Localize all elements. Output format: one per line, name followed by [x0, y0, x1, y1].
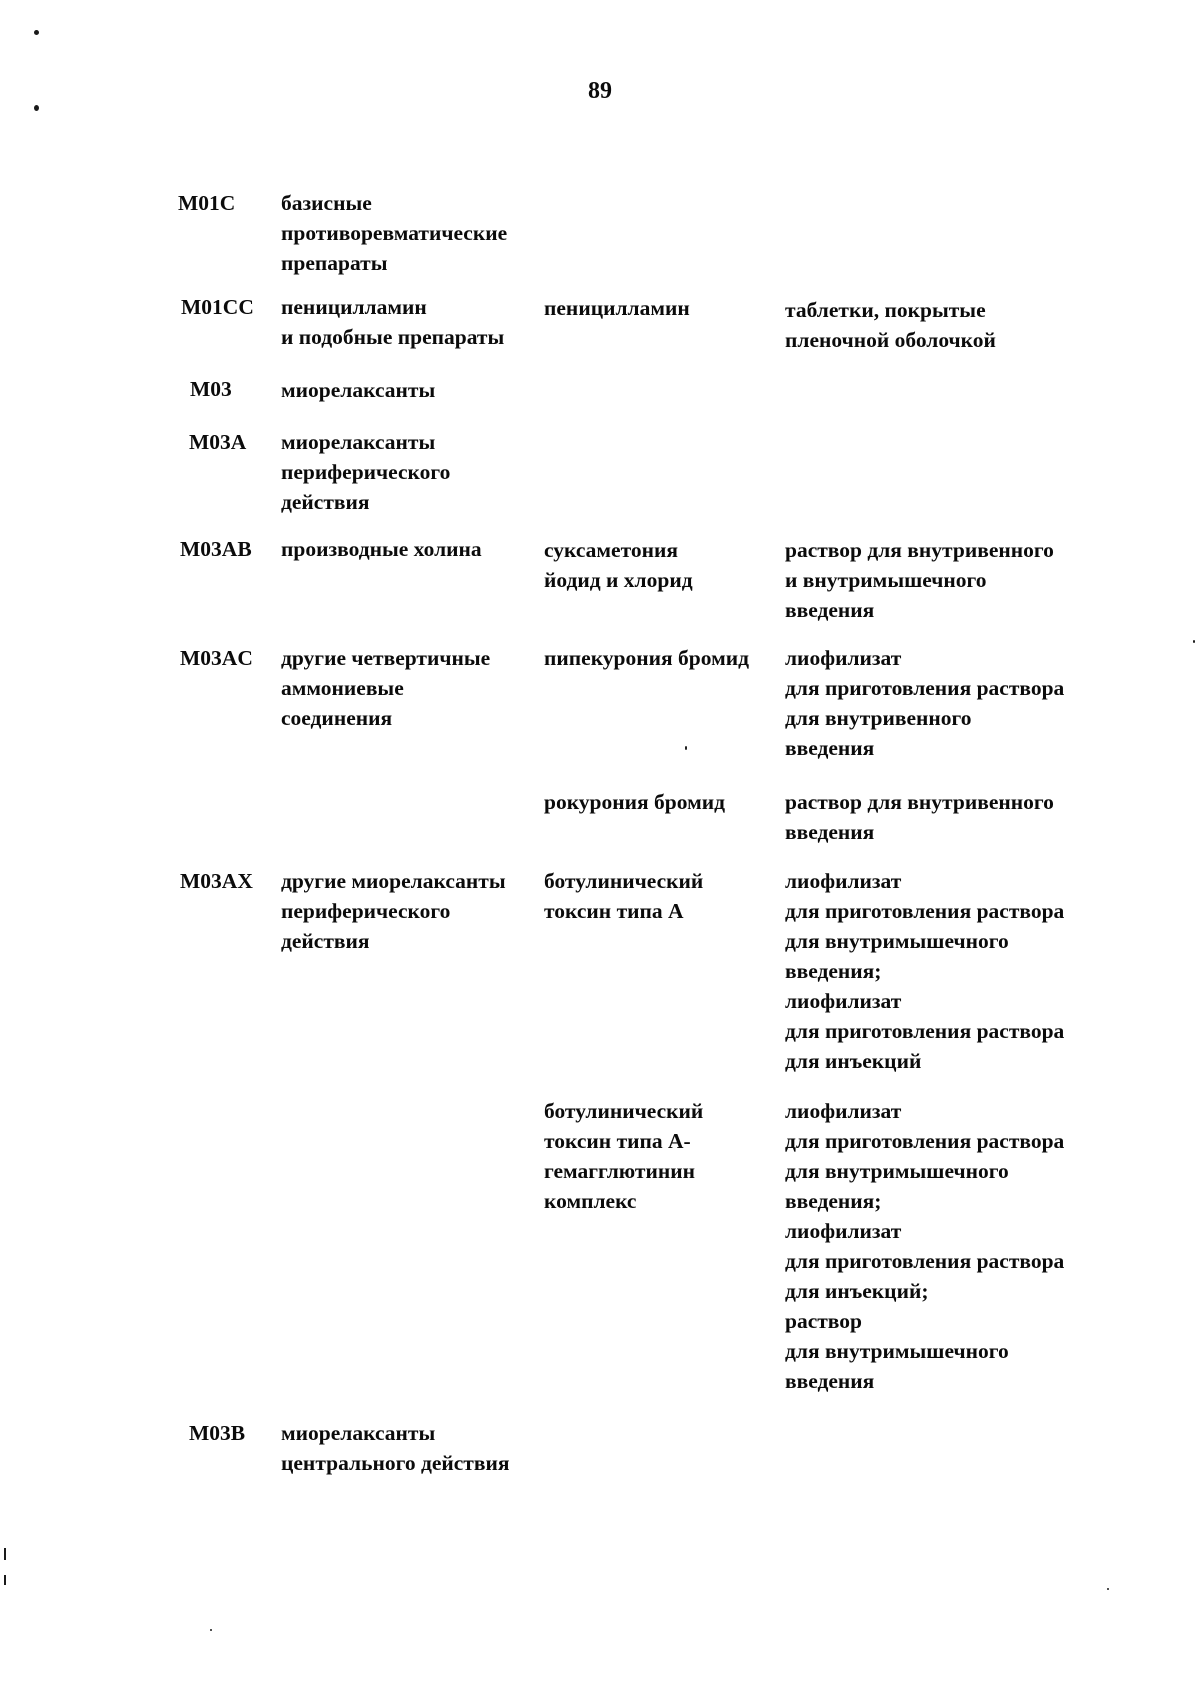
atc-group-name: другие миорелаксанты периферического действия: [281, 869, 506, 953]
scan-speck: [4, 1575, 6, 1585]
dosage-form: лиофилизат для приготовления раствора для внутримышечного введения; лиофилизат для приготовления раствора для инъекций: [785, 869, 1065, 1073]
scan-speck: [1107, 1588, 1109, 1590]
atc-code: M03AC: [180, 646, 253, 670]
scan-speck: [4, 1548, 6, 1560]
atc-code: M03B: [189, 1421, 246, 1445]
dosage-form: лиофилизат для приготовления раствора для внутримышечного введения; лиофилизат для приготовления раствора для инъекций; раствор для внутримышечного введения: [785, 1099, 1065, 1393]
dosage-form: раствор для внутривенного и внутримышечного введения: [785, 538, 1054, 622]
atc-group-name: миорелаксанты центрального действия: [281, 1421, 510, 1475]
drug-name: пеницилламин: [544, 296, 690, 320]
drug-name: суксаметония йодид и хлорид: [544, 538, 693, 592]
dosage-form: лиофилизат для приготовления раствора для внутривенного введения: [785, 646, 1065, 760]
scan-speck: [210, 1629, 212, 1631]
scan-speck: [1193, 640, 1195, 643]
scan-speck: [34, 105, 39, 111]
atc-group-name: другие четвертичные аммониевые соединения: [281, 646, 491, 730]
atc-group-name: миорелаксанты периферического действия: [281, 430, 451, 514]
drug-name: пипекурония бромид: [544, 646, 749, 670]
drug-name: рокурония бромид: [544, 790, 725, 814]
atc-code: M03AX: [180, 869, 253, 893]
atc-group-name: производные холина: [281, 537, 482, 561]
atc-code: M03A: [189, 430, 247, 454]
dosage-form: таблетки, покрытые пленочной оболочкой: [785, 298, 996, 352]
atc-group-name: пеницилламин и подобные препараты: [281, 295, 505, 349]
scan-speck: [34, 30, 39, 35]
atc-code: M03: [190, 377, 232, 401]
dosage-form: раствор для внутривенного введения: [785, 790, 1054, 844]
drug-name: ботулинический токсин типа А- гемагглютинин комплекс: [544, 1099, 704, 1213]
atc-group-name: миорелаксанты: [281, 378, 436, 402]
page-number: 89: [588, 78, 612, 104]
atc-code: M03AB: [180, 537, 252, 561]
atc-code: M01C: [178, 191, 236, 215]
scan-speck: [685, 746, 687, 750]
atc-group-name: базисные противоревматические препараты: [281, 191, 508, 275]
drug-name: ботулинический токсин типа А: [544, 869, 704, 923]
atc-code: M01CC: [181, 295, 254, 319]
